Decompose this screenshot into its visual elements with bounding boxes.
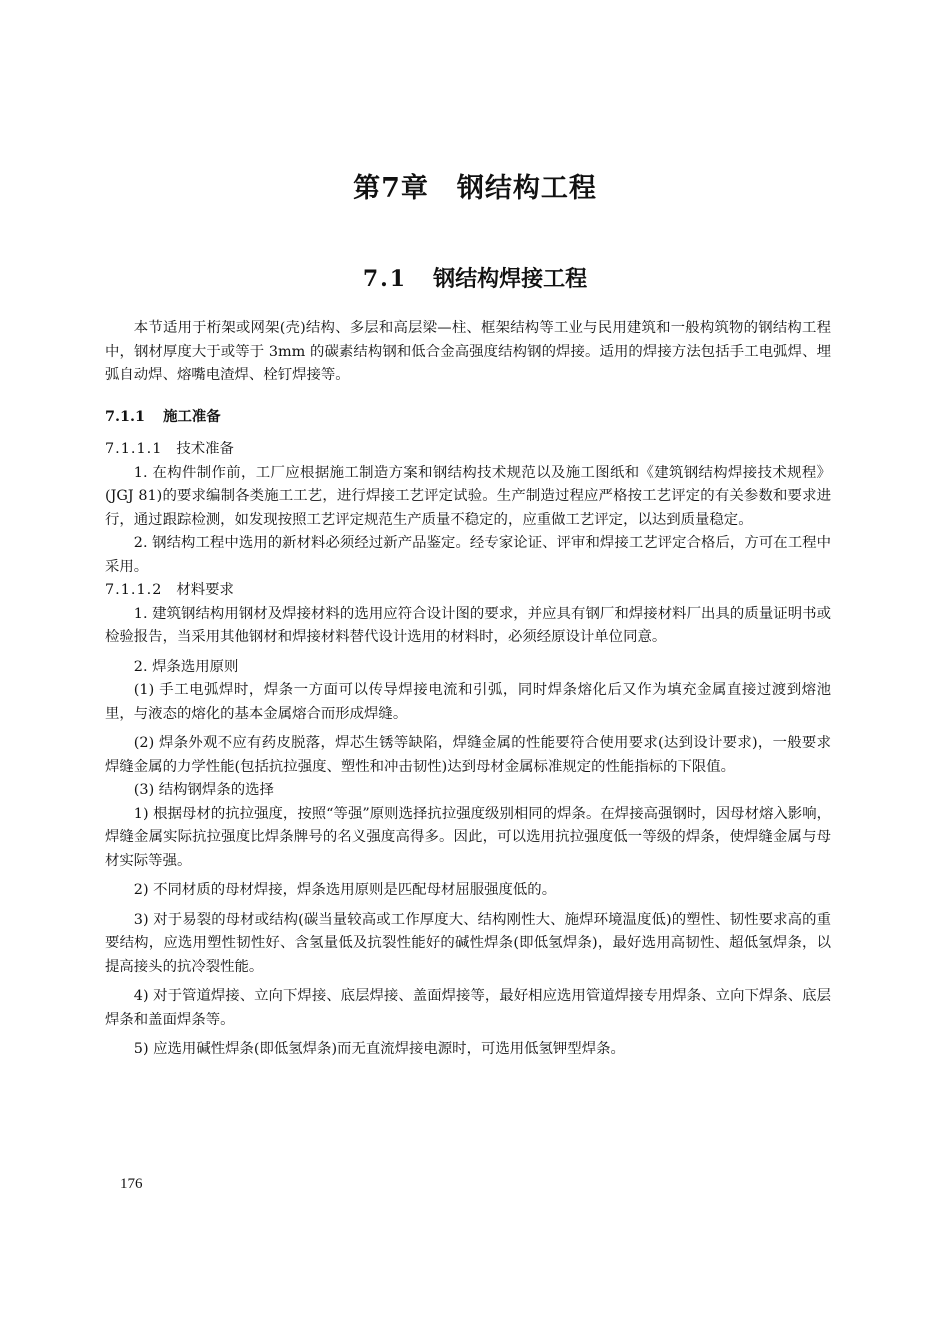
subsection-title: 施工准备 [163, 407, 221, 425]
intro-paragraph: 本节适用于桁架或网架(壳)结构、多层和高层梁—柱、框架结构等工业与民用建筑和一般构筑物的钢结构工程中，钢材厚度大于或等于 3mm 的碳素结构钢和低合金高强度结构钢的焊接。适用的焊接方法包括手工电弧焊、埋弧自动焊、熔嘴电渣焊、栓钉焊接等。 [105, 320, 831, 383]
subsubsection-number: 7.1.1.1 [105, 441, 163, 457]
subsection-number: 7.1.1 [105, 407, 146, 425]
paragraph: 3) 对于易裂的母材或结构(碳当量较高或工作厚度大、结构刚性大、施焊环境温度低)的塑性、韧性要求高的重要结构，应选用塑性韧性好、含氢量低及抗裂性能好的碱性焊条(即低氢焊条)，最好选用高韧性、超低氢焊条，以提高接头的抗冷裂性能。 [105, 911, 831, 975]
subsubsection-title: 技术准备 [176, 441, 234, 457]
chapter-number: 第7章 [353, 173, 429, 204]
section-heading [0, 262, 950, 293]
subsubsection-title: 材料要求 [176, 582, 234, 598]
subsection-heading-7-1-1 [105, 405, 831, 429]
subsubsection-number: 7.1.1.2 [105, 582, 163, 598]
paragraph: 5) 应选用碱性焊条(即低氢焊条)而无直流焊接电源时，可选用低氢钾型焊条。 [133, 1041, 625, 1057]
paragraph: (3) 结构钢焊条的选择 [133, 782, 274, 798]
chapter-title: 钢结构工程 [456, 173, 597, 204]
paragraph: 2. 钢结构工程中选用的新材料必须经过新产品鉴定。经专家论证、评审和焊接工艺评定合格后，方可在工程中采用。 [105, 535, 831, 575]
paragraph: 2) 不同材质的母材焊接，焊条选用原则是匹配母材屈服强度低的。 [133, 882, 557, 898]
paragraph: 1. 建筑钢结构用钢材及焊接材料的选用应符合设计图的要求，并应具有钢厂和焊接材料厂出具的质量证明书或检验报告，当采用其他钢材和焊接材料替代设计选用的材料时，必须经原设计单位同意。 [105, 605, 831, 645]
paragraph: 4) 对于管道焊接、立向下焊接、底层焊接、盖面焊接等，最好相应选用管道焊接专用焊条、立向下焊条、底层焊条和盖面焊条等。 [105, 988, 831, 1028]
section-number: 7.1 [362, 266, 408, 292]
section-title: 钢结构焊接工程 [433, 266, 588, 292]
paragraph: 1) 根据母材的抗拉强度，按照“等强”原则选择抗拉强度级别相同的焊条。在焊接高强钢时，因母材熔入影响，焊缝金属实际抗拉强度比焊条牌号的名义强度高得多。因此，可以选用抗拉强度低一等级的焊条，使焊缝金属与母材实际等强。 [105, 805, 831, 869]
subsubsection-heading-7-1-1-2 [105, 579, 831, 603]
paragraph: (1) 手工电弧焊时，焊条一方面可以传导焊接电流和引弧，同时焊条熔化后又作为填充金属直接过渡到熔池里，与液态的熔化的基本金属熔合而形成焊缝。 [105, 682, 831, 722]
paragraph: 2. 焊条选用原则 [133, 658, 239, 675]
subsubsection-heading-7-1-1-1 [105, 438, 831, 462]
paragraph: (2) 焊条外观不应有药皮脱落，焊芯生锈等缺陷，焊缝金属的性能要符合使用要求(达到设计要求)，一般要求焊缝金属的力学性能(包括抗拉强度、塑性和冲击韧性)达到母材金属标准规定的性能指标的下限值。 [105, 735, 831, 775]
body-text [105, 317, 831, 1062]
paragraph: 1. 在构件制作前，工厂应根据施工制造方案和钢结构技术规范以及施工图纸和《建筑钢结构焊接技术规程》(JGJ 81)的要求编制各类施工工艺，进行焊接工艺评定试验。生产制造过程应严格按工艺评定的有关参数和要求进行，通过跟踪检测，如发现按照工艺评定规范生产质量不稳定的，应重做工艺评定，以达到质量稳定。 [105, 464, 831, 528]
page-number: 176 [120, 1176, 143, 1192]
chapter-heading [0, 166, 950, 205]
